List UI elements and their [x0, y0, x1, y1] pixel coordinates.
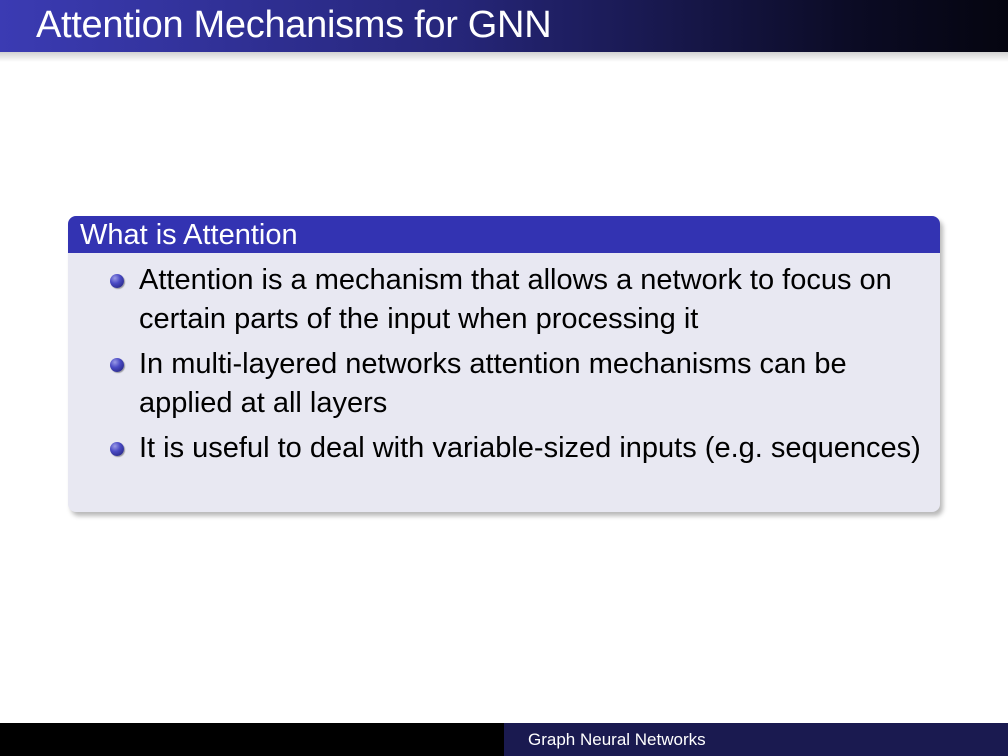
footer-title: Graph Neural Networks — [528, 730, 706, 749]
content-block — [68, 216, 940, 512]
block-header — [68, 216, 940, 253]
footer-right-panel — [504, 723, 1008, 756]
footer-left-panel — [0, 723, 504, 756]
bullet-icon — [110, 442, 124, 456]
bullet-icon — [110, 358, 124, 372]
slide-title: Attention Mechanisms for GNN — [36, 4, 552, 46]
list-item-text: Attention is a mechanism that allows a network to focus on certain parts of the input when processing it — [139, 264, 892, 335]
list-item-text: It is useful to deal with variable-sized inputs (e.g. sequences) — [139, 432, 921, 464]
title-bar — [0, 0, 1008, 52]
bullet-icon — [110, 274, 124, 288]
list-item-text: In multi-layered networks attention mechanisms can be applied at all layers — [139, 348, 847, 419]
title-shadow — [0, 52, 1008, 62]
footer — [0, 723, 1008, 756]
block-title: What is Attention — [80, 219, 298, 251]
